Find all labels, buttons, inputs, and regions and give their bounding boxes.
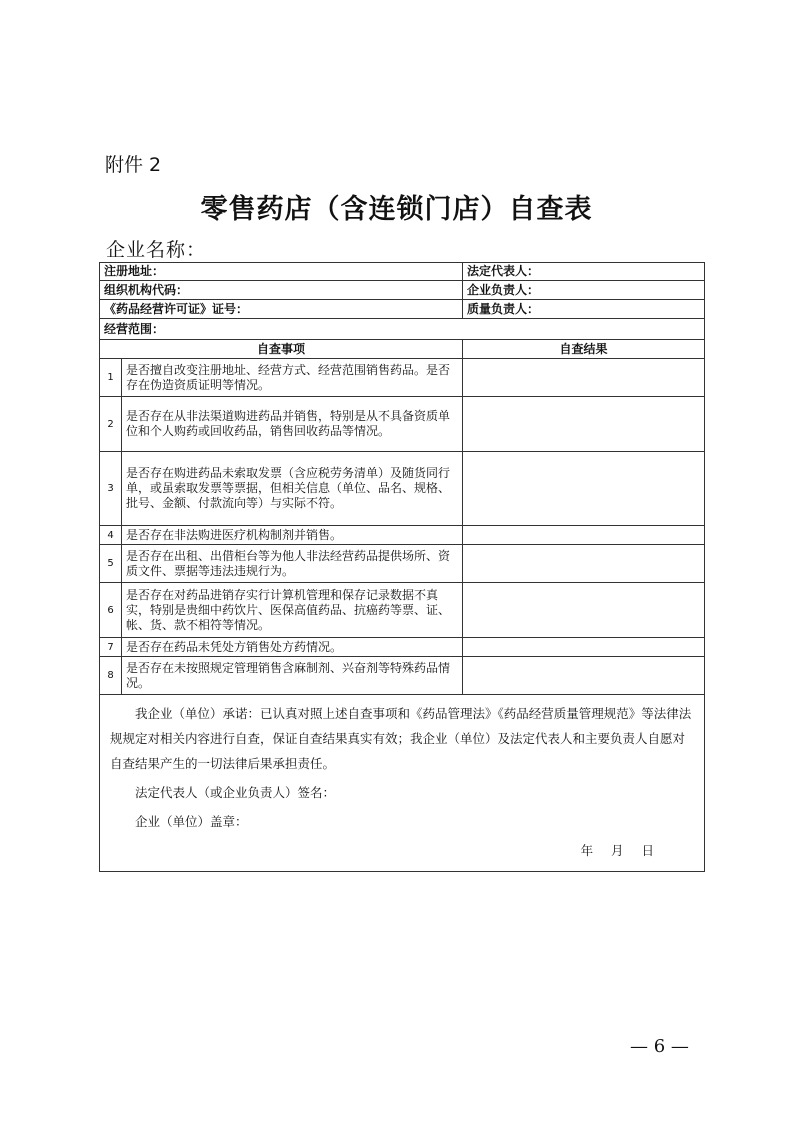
page-title: 零售药店（含连锁门店）自查表 bbox=[200, 194, 593, 225]
result-cell[interactable] bbox=[463, 526, 705, 545]
check-item-text: 是否存在购进药品未索取发票（含应税劳务清单）及随货同行单，或虽索取发票等票据，但相关信息（单位、品名、规格、批号、金额、付款流向等）与实际不符。 bbox=[122, 452, 463, 526]
row-number: 3 bbox=[100, 452, 122, 526]
pledge-text: 我企业（单位）承诺：已认真对照上述自查事项和《药品管理法》《药品经营质量管理规范》等法律法规规定对相关内容进行自查，保证自查结果真实有效；我企业（单位）及法定代表人和主要负责人自愿对自查结果产生的一切法律后果承担责任。 bbox=[110, 706, 692, 771]
date-label: 年 月 日 bbox=[580, 843, 655, 858]
attachment-label: 附件 2 bbox=[105, 154, 162, 176]
result-cell[interactable] bbox=[463, 545, 705, 583]
business-scope-label: 经营范围： bbox=[100, 319, 705, 340]
result-cell[interactable] bbox=[463, 397, 705, 452]
row-number: 6 bbox=[100, 583, 122, 638]
row-number: 1 bbox=[100, 359, 122, 397]
row-number: 4 bbox=[100, 526, 122, 545]
col-header-results: 自查结果 bbox=[463, 340, 705, 359]
row-number: 5 bbox=[100, 545, 122, 583]
info-row bbox=[100, 300, 705, 319]
table-row bbox=[100, 397, 705, 452]
result-cell[interactable] bbox=[463, 452, 705, 526]
table-header-row bbox=[100, 340, 705, 359]
check-item-text: 是否存在从非法渠道购进药品并销售，特别是从不具备资质单位和个人购药或回收药品，销售回收药品等情况。 bbox=[122, 397, 463, 452]
org-code-label: 组织机构代码： bbox=[100, 281, 463, 300]
table-row bbox=[100, 638, 705, 657]
col-header-items: 自查事项 bbox=[100, 340, 463, 359]
table-row bbox=[100, 452, 705, 526]
company-name-label: 企业名称： bbox=[106, 239, 207, 261]
check-item-text: 是否存在药品未凭处方销售处方药情况。 bbox=[122, 638, 463, 657]
result-cell[interactable] bbox=[463, 359, 705, 397]
info-row bbox=[100, 263, 705, 281]
reg-address-label: 注册地址： bbox=[100, 263, 463, 281]
table-row bbox=[100, 657, 705, 695]
page-number: — 6 — bbox=[630, 1036, 689, 1057]
pledge-row bbox=[100, 695, 705, 872]
result-cell[interactable] bbox=[463, 583, 705, 638]
company-seal-label: 企业（单位）盖章： bbox=[135, 814, 248, 829]
check-item-text: 是否存在出租、出借柜台等为他人非法经营药品提供场所、资质文件、票据等违法违规行为。 bbox=[122, 545, 463, 583]
table-row bbox=[100, 545, 705, 583]
table-row bbox=[100, 583, 705, 638]
legal-rep-signature-label: 法定代表人（或企业负责人）签名： bbox=[135, 785, 336, 800]
enterprise-head-label: 企业负责人： bbox=[463, 281, 705, 300]
pledge-cell bbox=[100, 695, 705, 872]
row-number: 7 bbox=[100, 638, 122, 657]
check-item-text: 是否存在未按照规定管理销售含麻制剂、兴奋剂等特殊药品情况。 bbox=[122, 657, 463, 695]
result-cell[interactable] bbox=[463, 638, 705, 657]
table-row bbox=[100, 526, 705, 545]
info-row bbox=[100, 319, 705, 340]
check-item-text: 是否存在非法购进医疗机构制剂并销售。 bbox=[122, 526, 463, 545]
license-number-label: 《药品经营许可证》证号： bbox=[100, 300, 463, 319]
quality-head-label: 质量负责人： bbox=[463, 300, 705, 319]
row-number: 2 bbox=[100, 397, 122, 452]
legal-rep-label: 法定代表人： bbox=[463, 263, 705, 281]
check-item-text: 是否擅自改变注册地址、经营方式、经营范围销售药品。是否存在伪造资质证明等情况。 bbox=[122, 359, 463, 397]
result-cell[interactable] bbox=[463, 657, 705, 695]
info-row bbox=[100, 281, 705, 300]
self-check-table bbox=[99, 262, 705, 872]
check-item-text: 是否存在对药品进销存实行计算机管理和保存记录数据不真实，特别是贵细中药饮片、医保高值药品、抗癌药等票、证、帐、货、款不相符等情况。 bbox=[122, 583, 463, 638]
row-number: 8 bbox=[100, 657, 122, 695]
table-row bbox=[100, 359, 705, 397]
